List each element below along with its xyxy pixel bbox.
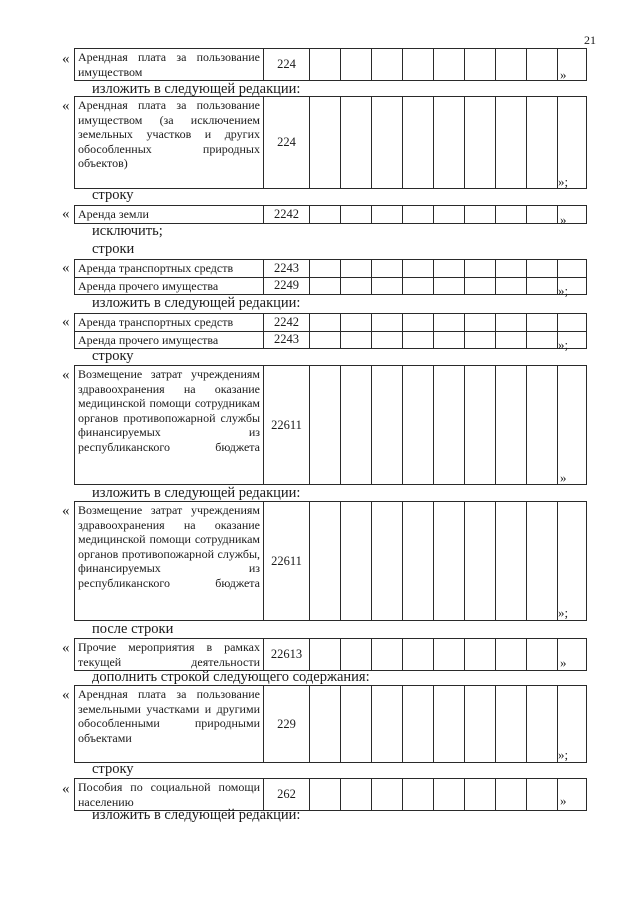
row-code: 2242 bbox=[264, 314, 310, 332]
row-code: 2242 bbox=[264, 206, 310, 224]
open-quote: « bbox=[62, 781, 70, 797]
close-quote: » bbox=[560, 470, 567, 485]
row-name: Арендная плата за пользование имуществом (за исключением земельных участков и других обособленных природных объектов) bbox=[75, 97, 264, 189]
close-quote: » bbox=[560, 793, 567, 808]
table-row bbox=[74, 48, 587, 81]
row-code: 2243 bbox=[264, 260, 310, 278]
row-code: 2243 bbox=[264, 331, 310, 349]
table-row bbox=[74, 501, 587, 621]
row-code: 2249 bbox=[264, 277, 310, 295]
table-row bbox=[74, 205, 587, 227]
close-quote: » bbox=[560, 655, 567, 670]
instruction-text: строки bbox=[92, 241, 135, 257]
instruction-text: изложить в следующей редакции: bbox=[92, 81, 301, 97]
open-quote: « bbox=[62, 687, 70, 703]
instruction-text: после строки bbox=[92, 621, 174, 637]
row-code: 22613 bbox=[264, 639, 310, 671]
table-row bbox=[74, 313, 587, 352]
instruction-text: изложить в следующей редакции: bbox=[92, 485, 301, 501]
close-quote: »; bbox=[558, 174, 569, 189]
table-row bbox=[74, 96, 587, 189]
open-quote: « bbox=[62, 51, 70, 67]
row-code: 22611 bbox=[264, 366, 310, 485]
row-name: Прочие мероприятия в рамках текущей деятельности bbox=[75, 639, 264, 671]
open-quote: « bbox=[62, 98, 70, 114]
open-quote: « bbox=[62, 314, 70, 330]
open-quote: « bbox=[62, 260, 70, 276]
row-name: Аренда земли bbox=[75, 206, 264, 224]
open-quote: « bbox=[62, 503, 70, 519]
open-quote: « bbox=[62, 640, 70, 656]
row-code: 224 bbox=[264, 49, 310, 81]
table-row bbox=[74, 685, 587, 763]
row-name: Аренда прочего имущества bbox=[75, 331, 264, 349]
instruction-text: строку bbox=[92, 187, 134, 203]
close-quote: »; bbox=[558, 747, 569, 762]
table-row bbox=[74, 638, 587, 671]
open-quote: « bbox=[62, 367, 70, 383]
page-number: 21 bbox=[584, 33, 596, 47]
row-name: Арендная плата за пользование имуществом bbox=[75, 49, 264, 81]
row-name: Аренда прочего имущества bbox=[75, 277, 264, 295]
row-name: Пособия по социальной помощи населению bbox=[75, 779, 264, 811]
row-name: Возмещение затрат учреждениям здравоохранения на оказание медицинской помощи сотрудникам органов противопожарной службы финансируемых из республиканского бюджета bbox=[75, 366, 264, 485]
row-code: 22611 bbox=[264, 502, 310, 621]
instruction-text: изложить в следующей редакции: bbox=[92, 295, 301, 311]
instruction-text: исключить; bbox=[92, 223, 163, 239]
close-quote: »; bbox=[558, 605, 569, 620]
close-quote: »; bbox=[558, 283, 569, 298]
close-quote: » bbox=[560, 212, 567, 227]
row-code: 224 bbox=[264, 97, 310, 189]
instruction-text: строку bbox=[92, 761, 134, 777]
close-quote: » bbox=[560, 67, 567, 82]
row-code: 229 bbox=[264, 686, 310, 763]
row-code: 262 bbox=[264, 779, 310, 811]
table-row bbox=[74, 365, 587, 485]
close-quote: »; bbox=[558, 337, 569, 352]
row-name: Аренда транспортных средств bbox=[75, 260, 264, 278]
instruction-text: изложить в следующей редакции: bbox=[92, 807, 301, 823]
instruction-text: строку bbox=[92, 348, 134, 364]
row-name: Возмещение затрат учреждениям здравоохранения на оказание медицинской помощи сотрудникам органов противопожарной службы, финансируемых из республиканского бюджета bbox=[75, 502, 264, 621]
instruction-text: дополнить строкой следующего содержания: bbox=[92, 669, 370, 685]
table-row bbox=[74, 259, 587, 298]
open-quote: « bbox=[62, 206, 70, 222]
row-name: Арендная плата за пользование земельными участками и другими обособленными природными объектами bbox=[75, 686, 264, 763]
row-name: Аренда транспортных средств bbox=[75, 314, 264, 332]
